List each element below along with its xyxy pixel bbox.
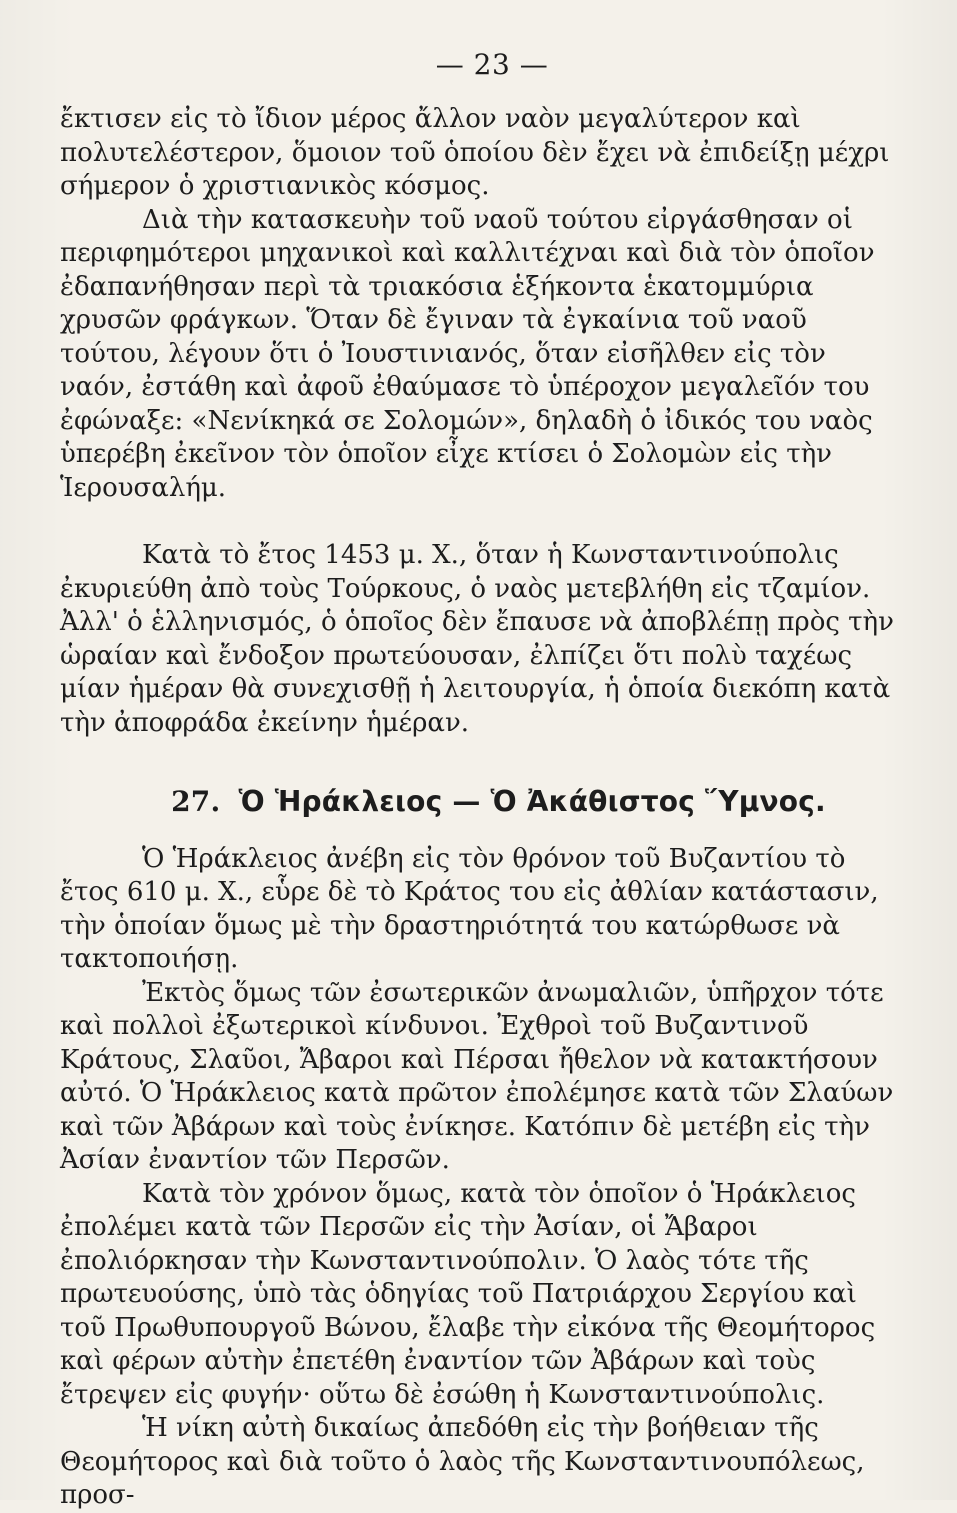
page-number: — 23 — <box>435 48 549 81</box>
paragraph: Ἐκτὸς ὅμως τῶν ἐσωτερικῶν ἀνωμαλιῶν, ὑπῆρχον τότε καὶ πολλοὶ ἐξωτερικοὶ κίνδυνοι. Ἐχθροὶ τοῦ Βυζαντινοῦ Κράτους, Σλαῦοι, Ἄβαροι καὶ Πέρσαι ἤθελον νὰ κατακτήσουν αὐτό. Ὁ Ἡράκλειος κατὰ πρῶτον ἐπολέμησε κατὰ τῶν Σλαύων καὶ τῶν Ἀβάρων καὶ τοὺς ἐνίκησε. Κατόπιν δὲ μετέβη εἰς τὴν Ἀσίαν ἐναντίον τῶν Περσῶν. <box>60 977 894 1175</box>
main-text <box>60 103 899 1513</box>
paragraph: Κατὰ τὸ ἔτος 1453 μ. Χ., ὅταν ἡ Κωνσταντινούπολις ἐκυριεύθη ἀπὸ τοὺς Τούρκους, ὁ ναὸς μετεβλήθη εἰς τζαμίον. Ἀλλ' ὁ ἑλληνισμός, ὁ ὁποῖος δὲν ἔπαυσε νὰ ἀποβλέπῃ πρὸς τὴν ὡραίαν καὶ ἔνδοξον πρωτεύουσαν, ἐλπίζει ὅτι πολὺ ταχέως μίαν ἡμέραν θὰ συνεχισθῇ ἡ λειτουργία, ἡ ὁποία διεκόπη κατὰ τὴν ἀποφράδα ἐκείνην ἡμέραν. <box>60 540 894 738</box>
section-heading <box>98 785 899 819</box>
paragraph: Διὰ τὴν κατασκευὴν τοῦ ναοῦ τούτου εἰργάσθησαν οἱ περιφημότεροι μηχανικοὶ καὶ καλλιτέχναι καὶ διὰ τὸν ὁποῖον ἐδαπανήθησαν περὶ τὰ τριακόσια ἑξήκοντα ἑκατομμύρια χρυσῶν φράγκων. Ὅταν δὲ ἔγιναν τὰ ἐγκαίνια τοῦ ναοῦ τούτου, λέγουν ὅτι ὁ Ἰουστινιανός, ὅταν εἰσῆλθεν εἰς τὸν ναόν, ἐστάθη καὶ ἀφοῦ ἐθαύμασε τὸ ὑπέροχον μεγαλεῖόν του ἐφώναξε: «Νενίκηκά σε Σολομών», δηλαδὴ ὁ ἰδικός του ναὸς ὑπερέβη ἐκεῖνον τὸν ὁποῖον εἶχε κτίσει ὁ Σολομὼν εἰς τὴν Ἱερουσαλήμ. <box>60 204 875 503</box>
paragraph: Ἡ νίκη αὐτὴ δικαίως ἀπεδόθη εἰς τὴν βοήθειαν τῆς Θεομήτορος καὶ διὰ τοῦτο ὁ λαὸς τῆς Κωνσταντινουπόλεως, προσ- <box>60 1413 865 1510</box>
paragraph: Ὁ Ἡράκλειος ἀνέβη εἰς τὸν θρόνον τοῦ Βυζαντίου τὸ ἔτος 610 μ. Χ., εὗρε δὲ τὸ Κράτος του εἰς ἀθλίαν κατάστασιν, τὴν ὁποίαν ὅμως μὲ τὴν δραστηριότητά του κατώρθωσε νὰ τακτοποιήσῃ. <box>60 843 879 974</box>
paragraph: Κατὰ τὸν χρόνον ὅμως, κατὰ τὸν ὁποῖον ὁ Ἡράκλειος ἐπολέμει κατὰ τῶν Περσῶν εἰς τὴν Ἀσίαν, οἱ Ἄβαροι ἐπολιόρκησαν τὴν Κωνσταντινούπολιν. Ὁ λαὸς τότε τῆς πρωτευούσης, ὑπὸ τὰς ὁδηγίας τοῦ Πατριάρχου Σεργίου καὶ τοῦ Πρωθυπουργοῦ Βώνου, ἔλαβε τὴν εἰκόνα τῆς Θεομήτορος καὶ φέρων αὐτὴν ἐπετέθη ἐναντίον τῶν Ἀβάρων καὶ τοὺς ἔτρεψεν εἰς φυγήν· οὕτω δὲ ἐσώθη ἡ Κωνσταντινούπολις. <box>60 1178 876 1410</box>
section-number: 27. <box>171 785 221 818</box>
paragraph: ἔκτισεν εἰς τὸ ἴδιον μέρος ἄλλον ναὸν μεγαλύτερον καὶ πολυτελέστερον, ὅμοιον τοῦ ὁποίου δὲν ἔχει νὰ ἐπιδείξῃ μέχρι σήμερον ὁ χριστιανικὸς κόσμος. <box>60 104 890 201</box>
section-title: Ὁ Ἡράκλειος — Ὁ Ἀκάθιστος Ὕμνος. <box>238 785 826 818</box>
